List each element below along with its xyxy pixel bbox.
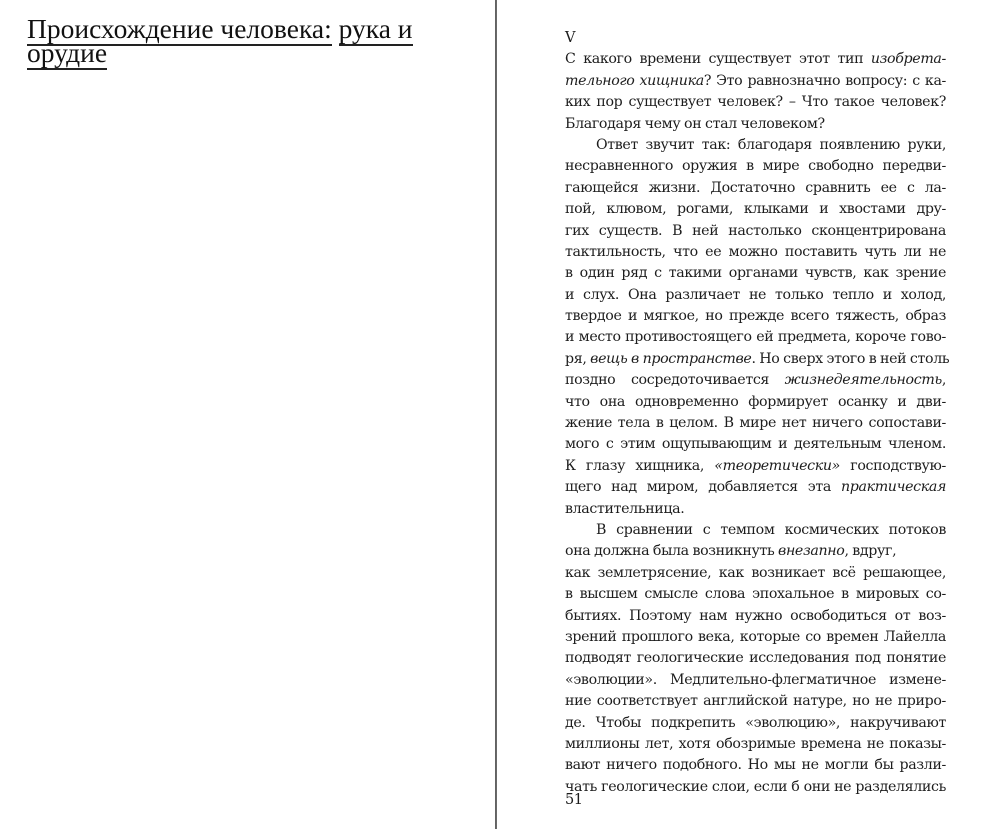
- text-line: [565, 178, 946, 199]
- text-line: [565, 477, 946, 498]
- text-line: [565, 114, 946, 135]
- text-segment: щего над миром, добавляется эта: [565, 479, 841, 496]
- text-segment: С какого времени существует этот тип: [565, 51, 871, 68]
- text-line: [565, 691, 946, 712]
- text-segment: что она одновременно формирует осанку и дви-: [565, 393, 946, 410]
- italic-text: «теоретически»: [714, 457, 840, 474]
- text-segment: ? Это равнозначно вопросу: с ка-: [703, 72, 946, 89]
- text-segment: В сравнении с темпом космических потоков: [596, 521, 946, 538]
- italic-text: практическая: [840, 479, 946, 496]
- chapter-title-line-2: рука и орудие: [27, 13, 413, 68]
- text-segment: де. Чтобы подкрепить «эволюцию», накручивают: [565, 714, 946, 731]
- text-segment: вают ничего подобного. Но мы не могли бы разли-: [565, 757, 946, 774]
- text-line: [565, 648, 946, 669]
- text-segment: она должна была возникнуть: [565, 543, 779, 560]
- text-segment: гающейся жизни. Достаточно сравнить ее с ла-: [565, 179, 946, 196]
- text-line: [565, 92, 946, 113]
- text-segment: К глазу хищника,: [565, 457, 715, 474]
- text-segment: Благодаря чему он стал человеком?: [565, 115, 825, 132]
- text-line: [565, 520, 946, 541]
- text-line: [565, 306, 946, 327]
- text-line: [565, 584, 946, 605]
- italic-text: вещь в пространстве: [590, 350, 752, 367]
- text-segment: подводят геологические исследования под понятие: [565, 650, 946, 667]
- text-segment: жение тела в целом. В мире нет ничего сопостави-: [565, 415, 946, 432]
- text-line: [565, 135, 946, 156]
- text-segment: чать геологические слои, если б они не разделялись: [565, 778, 946, 795]
- text-segment: твердое и мягкое, но прежде всего тяжесть, образ: [565, 308, 946, 325]
- text-line: [565, 327, 946, 348]
- text-segment: поздно сосредоточивается: [565, 372, 785, 389]
- text-segment: ря,: [565, 350, 591, 367]
- text-lines: [565, 49, 950, 798]
- section-number: V: [565, 30, 576, 46]
- text-segment: в один ряд с такими органами чувств, как зрение: [565, 265, 946, 282]
- text-line: [565, 370, 946, 391]
- italic-text: жизнедеятельность: [784, 372, 942, 389]
- page-number: 51: [565, 792, 583, 808]
- text-segment: властительница.: [565, 500, 685, 517]
- text-line: [565, 541, 946, 562]
- text-segment: зрений прошлого века, которые со времен Лайелла: [565, 628, 946, 645]
- right-page: [498, 0, 1000, 829]
- text-line: [565, 413, 946, 434]
- text-line: [565, 777, 946, 798]
- text-segment: бытиях. Поэтому нам нужно освободиться от воз-: [565, 607, 946, 624]
- text-line: [565, 499, 946, 520]
- text-segment: господствую-: [840, 457, 947, 474]
- text-line: [565, 263, 946, 284]
- italic-text: тельного хищника: [565, 72, 704, 89]
- text-line: [565, 285, 946, 306]
- text-segment: ,: [941, 372, 946, 389]
- text-line: [565, 670, 946, 691]
- text-segment: миллионы лет, хотя обозримые времена не показы-: [565, 735, 946, 752]
- text-line: [565, 71, 946, 92]
- text-segment: и слух. Она различает не только тепло и холод,: [565, 286, 946, 303]
- text-line: [565, 456, 946, 477]
- italic-text: внезапно: [778, 543, 845, 560]
- text-line: [565, 755, 946, 776]
- text-line: [565, 221, 946, 242]
- book-spine-divider: [495, 0, 497, 829]
- text-line: [565, 49, 946, 70]
- text-segment: и место противостоящего ей предмета, короче гово-: [565, 329, 946, 346]
- italic-text: изобрета-: [870, 51, 946, 68]
- text-line: [565, 156, 946, 177]
- text-segment: несравненного оружия в мире свободно передви-: [565, 158, 946, 175]
- text-segment: . Но сверх этого в ней столь: [751, 350, 950, 367]
- text-segment: в высшем смысле слова эпохальное в мировых со-: [565, 586, 946, 603]
- text-segment: гих существ. В ней настолько сконцентрирована: [565, 222, 946, 239]
- text-segment: Ответ звучит так: благодаря появлению руки,: [596, 136, 946, 153]
- text-line: [565, 627, 946, 648]
- text-segment: пой, клювом, рогами, клыками и хвостами дру-: [565, 201, 946, 218]
- text-segment: тактильность, что ее можно поставить чуть ли не: [565, 243, 946, 260]
- text-segment: «эволюции». Медлительно-флегматичное измене-: [565, 671, 946, 688]
- text-line: [565, 242, 946, 263]
- text-line: [565, 563, 946, 584]
- text-line: [565, 734, 946, 755]
- text-line: [565, 349, 950, 370]
- text-line: [565, 434, 946, 455]
- text-line: [565, 606, 946, 627]
- chapter-title-line-1: Происхождение человека:: [27, 13, 332, 44]
- text-segment: ние соответствует английской натуре, но не приро-: [565, 693, 946, 710]
- body-text: [565, 28, 950, 798]
- text-segment: ких пор существует человек? – Что такое человек?: [565, 94, 946, 111]
- text-line: [565, 199, 946, 220]
- left-page: [0, 0, 496, 829]
- text-segment: , вдруг,: [844, 543, 897, 560]
- chapter-title: [27, 13, 496, 68]
- text-segment: как землетрясение, как возникает всё решающее,: [565, 564, 946, 581]
- text-line: [565, 392, 946, 413]
- text-line: [565, 713, 946, 734]
- text-segment: мого с этим ощупывающим и деятельным членом.: [565, 436, 946, 453]
